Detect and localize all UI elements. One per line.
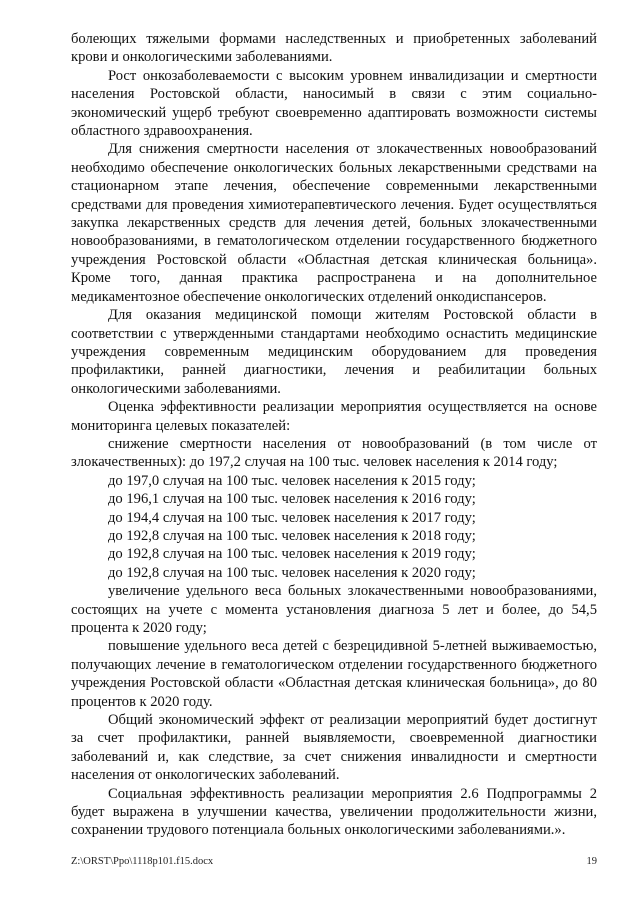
paragraph-children-survival: повышение удельного веса детей с безрецидивной 5-летней выживаемостью, получающих лечение в гематологическом отделении государственного бюджетного учреждения Ростовской области «Областная детская клиническая больница», до 80 процентов к 2020 году. [71, 638, 597, 710]
paragraph-mortality-reduction: Для снижения смертности населения от злокачественных новообразований необходимо обеспечение онкологических больных лекарственными средствами на стационарном этапе лечения, обеспечение современными лекарственными средствами для проведения химиотерапевтического лечения. Будет осуществляться закупка лекарственных средств для лечения детей, больных злокачественными новообразованиями, в гематологическом отделении государственного бюджетного учреждения Ростовской области «Областная детская клиническая больница». Кроме того, данная практика распространена и на дополнительное медикаментозное обеспечение онкологических отделений онкодиспансеров. [71, 141, 597, 305]
file-path: Z:\ORST\Ppo\1118p101.f15.docx [71, 856, 214, 867]
paragraph-social-effect: Социальная эффективность реализации мероприятия 2.6 Подпрограммы 2 будет выражена в улучшении качества, увеличении продолжительности жизни, сохранении трудового потенциала больных онкологическими заболеваниями.». [71, 785, 597, 839]
paragraph-indicator-2014: снижение смертности населения от новообразований (в том числе от злокачественных): до 197,2 случая на 100 тыс. человек населения к 2014 году; [71, 435, 597, 471]
paragraph-indicator-2016: до 196,1 случая на 100 тыс. человек населения к 2016 году; [108, 491, 476, 508]
paragraph-registered-patients: увеличение удельного веса больных злокачественными новообразованиями, состоящих на учете с момента установления диагноза 5 лет и более, до 54,5 процента к 2020 году; [71, 583, 597, 636]
paragraph-indicator-2018: до 192,8 случая на 100 тыс. человек населения к 2018 году; [108, 527, 476, 544]
paragraph-indicator-2019: до 192,8 случая на 100 тыс. человек населения к 2019 году; [108, 546, 476, 563]
paragraph-continuation: болеющих тяжелыми формами наследственных и приобретенных заболеваний крови и онкологическими заболеваниями. [71, 31, 597, 66]
paragraph-economic-effect: Общий экономический эффект от реализации мероприятий будет достигнут за счет профилактики, ранней выявляемости, своевременной диагностики заболеваний и, как следствие, за счет снижения инвалидности и смертности населения от онкологических заболеваний. [71, 712, 597, 784]
paragraph-efficiency-evaluation: Оценка эффективности реализации мероприятия осуществляется на основе мониторинга целевых показателей: [71, 399, 597, 434]
paragraph-medical-equipment: Для оказания медицинской помощи жителям Ростовской области в соответствии с утвержденными стандартами необходимо оснастить медицинские учреждения современным медицинским оборудованием для проведения профилактики, ранней диагностики, лечения и реабилитации больных онкологическими заболеваниями. [71, 307, 597, 397]
page-number: 19 [586, 856, 597, 867]
paragraph-cancer-growth: Рост онкозаболеваемости с высоким уровнем инвалидизации и смертности населения Ростовской области, наносимый в связи с этим социально-экономический ущерб требуют своевременно адаптировать возможности системы областного здравоохранения. [71, 67, 597, 140]
paragraph-indicator-2020: до 192,8 случая на 100 тыс. человек населения к 2020 году; [108, 564, 476, 581]
paragraph-indicator-2017: до 194,4 случая на 100 тыс. человек населения к 2017 году; [108, 509, 476, 526]
document-body [71, 30, 597, 840]
paragraph-indicator-2015: до 197,0 случая на 100 тыс. человек населения к 2015 году; [108, 472, 476, 489]
